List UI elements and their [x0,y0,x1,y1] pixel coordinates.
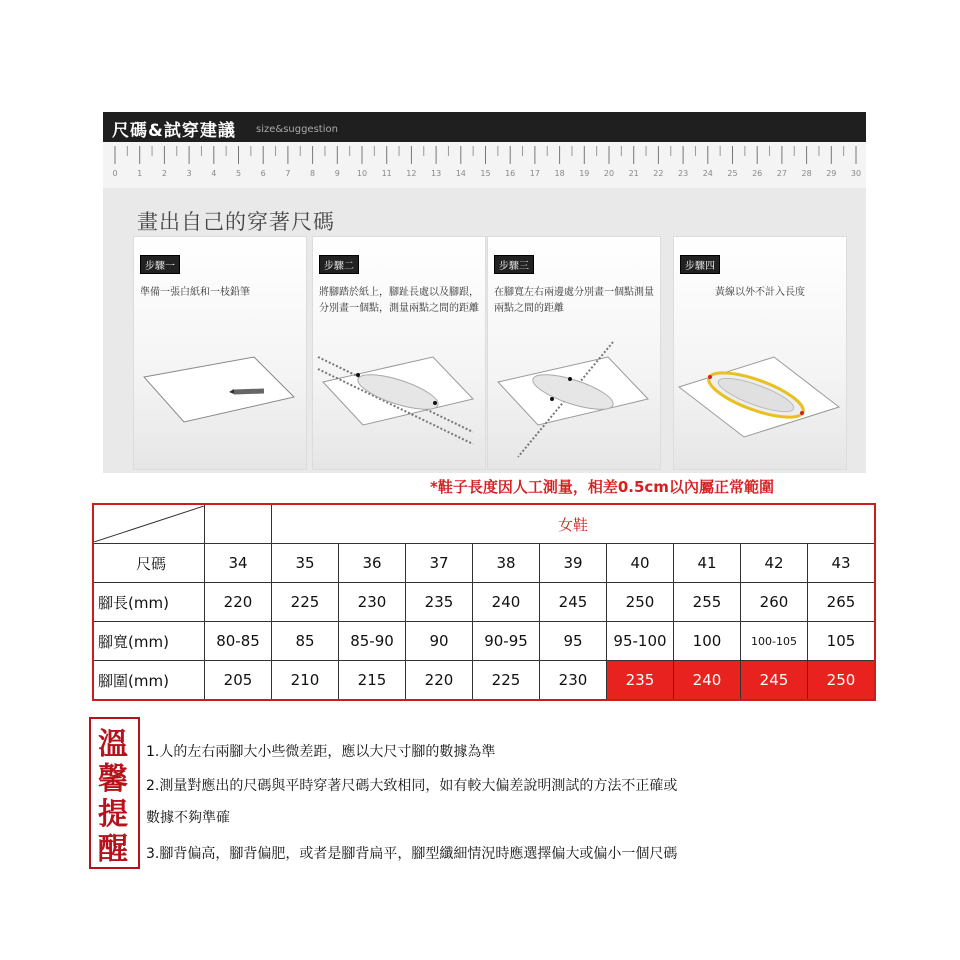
step-text: 將腳踏於紙上，腳趾長處以及腳跟，分別畫一個點，測量兩點之間的距離 [319,287,479,314]
table-cell: 90-95 [473,622,540,661]
ruler-label: 2 [161,169,167,178]
step-badge: 步驟一 [140,255,180,274]
ruler-label: 5 [235,169,242,178]
table-cell: 250 [607,583,674,622]
tip-line-2: 2.測量對應出的尺碼與平時穿著尺碼大致相同，如有較大偏差說明測試的方法不正確或 [146,778,678,794]
table-cell: 240 [473,583,540,622]
ruler-label: 4 [211,169,217,178]
table-cell: 265 [808,583,876,622]
table-cell: 85 [272,622,339,661]
ruler-label: 28 [801,169,812,178]
tip-line-2-cont: 數據不夠準確 [146,810,230,826]
table-cell: 205 [205,661,272,701]
ruler-label: 0 [112,169,118,178]
tip-line-1: 1.人的左右兩腳大小些微差距，應以大尺寸腳的數據為準 [146,744,496,760]
ruler-label: 21 [628,169,639,178]
table-cell: 220 [406,661,473,701]
group-header: 女鞋 [272,504,876,544]
ruler-label: 8 [310,169,316,178]
foot-width-icon [488,337,660,467]
ruler-label: 25 [727,169,738,178]
ruler-label: 6 [260,169,266,178]
tips-label-char: 提 [98,797,128,832]
ruler-label: 14 [455,169,466,178]
tips-label-char: 醒 [98,832,128,867]
measurement-note: *鞋子長度因人工測量，相差0.5cm以內屬正常範圍 [430,478,774,496]
table-cell: 36 [339,544,406,583]
step-card-2 [312,236,486,470]
table-corner-cell [93,504,205,544]
diagonal-line [94,506,204,542]
table-cell: 210 [272,661,339,701]
table-cell: 38 [473,544,540,583]
ruler-label: 11 [381,169,392,178]
paper-pencil-icon [134,337,306,467]
foot-outline-icon [674,337,846,467]
tips-label-char: 馨 [98,762,128,797]
step-text: 黃線以外不計入長度 [715,287,805,298]
table-cell: 35 [272,544,339,583]
row-label: 腳寬(mm) [93,622,205,661]
table-row-girth [93,661,875,701]
ruler-label: 30 [850,169,862,178]
ruler-label: 10 [356,169,368,178]
table-cell: 230 [540,661,607,701]
table-cell: 230 [339,583,406,622]
table-cell: 41 [674,544,741,583]
table-cell: 105 [808,622,876,661]
table-row-size [93,544,875,583]
ruler-label: 18 [554,169,565,178]
table-cell: 95-100 [607,622,674,661]
ruler-label: 19 [579,169,590,178]
step-text: 在腳寬左右兩邊處分別畫一個點測量兩點之間的距離 [494,287,654,314]
ruler-label: 15 [480,169,491,178]
ruler-label: 16 [505,169,516,178]
table-cell: 255 [674,583,741,622]
row-label: 尺碼 [93,544,205,583]
table-cell: 85-90 [339,622,406,661]
section-title: 尺碼&試穿建議 [112,121,236,141]
ruler-label: 20 [603,169,615,178]
tip-line-3: 3.腳背偏高，腳背偏肥，或者是腳背扁平，腳型纖細情況時應選擇偏大或偏小一個尺碼 [146,846,678,862]
ruler [103,142,866,188]
table-cell: 225 [473,661,540,701]
section-subtitle: size&suggestion [256,124,338,135]
table-cell: 80-85 [205,622,272,661]
step-card-3 [487,236,661,470]
ruler-label: 26 [752,169,763,178]
step-text: 準備一張白紙和一枝鉛筆 [140,287,250,298]
ruler-label: 24 [702,169,713,178]
table-cell: 245 [540,583,607,622]
table-cell: 43 [808,544,876,583]
table-cell: 100-105 [741,622,808,661]
table-cell-highlight: 240 [674,661,741,701]
ruler-label: 23 [678,169,689,178]
table-cell-highlight: 245 [741,661,808,701]
table-cell: 37 [406,544,473,583]
table-cell: 260 [741,583,808,622]
size-table [92,503,876,701]
ruler-label: 29 [826,169,837,178]
table-cell: 40 [607,544,674,583]
table-cell: 215 [339,661,406,701]
table-cell: 100 [674,622,741,661]
table-cell: 220 [205,583,272,622]
step-card-1 [133,236,307,470]
tips-label-char: 溫 [98,727,128,762]
table-cell-highlight: 235 [607,661,674,701]
table-cell: 95 [540,622,607,661]
ruler-label: 13 [431,169,442,178]
step-badge: 步驟三 [494,255,534,274]
foot-length-icon [313,337,485,467]
ruler-label: 1 [137,169,143,178]
row-label: 腳長(mm) [93,583,205,622]
ruler-label: 12 [406,169,417,178]
ruler-label: 22 [653,169,664,178]
table-blank-cell [205,504,272,544]
ruler-label: 3 [186,169,192,178]
ruler-label: 17 [529,169,540,178]
ruler-label: 9 [334,169,340,178]
table-cell: 42 [741,544,808,583]
step-card-4 [673,236,847,470]
table-cell: 34 [205,544,272,583]
row-label: 腳圍(mm) [93,661,205,701]
step-badge: 步驟二 [319,255,359,274]
table-row-width [93,622,875,661]
table-cell: 39 [540,544,607,583]
table-row-length [93,583,875,622]
ruler-label: 27 [776,169,787,178]
steps-title: 畫出自己的穿著尺碼 [137,210,335,234]
table-header-row [93,504,875,544]
table-cell: 225 [272,583,339,622]
ruler-label: 7 [285,169,291,178]
table-cell: 90 [406,622,473,661]
table-cell: 235 [406,583,473,622]
step-badge: 步驟四 [680,255,720,274]
table-cell-highlight: 250 [808,661,876,701]
